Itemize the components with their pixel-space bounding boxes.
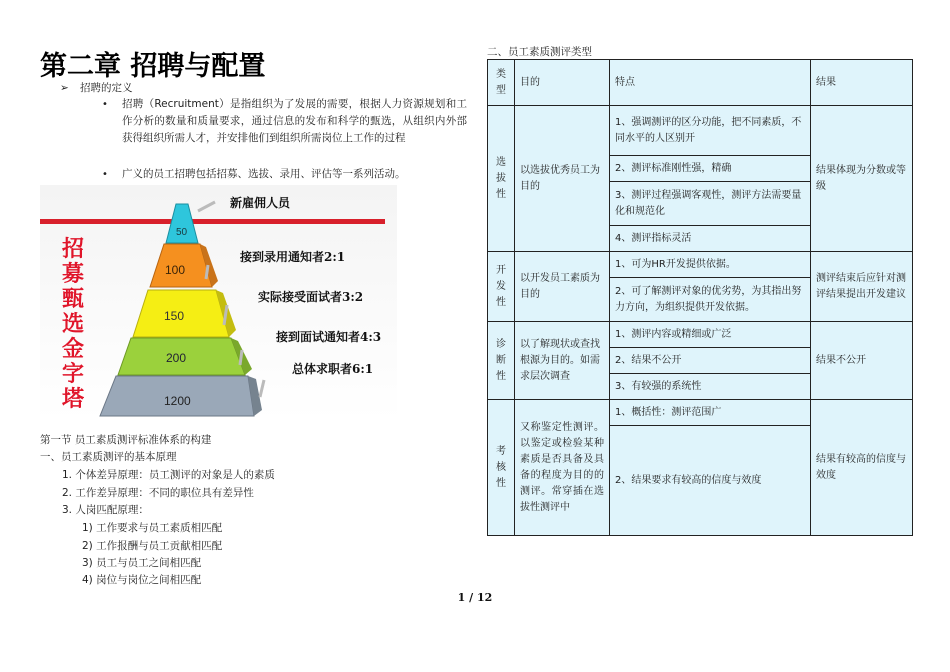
feature-cell: 1、强调测评的区分功能，把不同素质，不同水平的人区别开	[610, 106, 811, 156]
goal-cell: 又称鉴定性测评。以鉴定或检验某种素质是否具备及具备的程度为目的的测评。常穿插在选拔性测评中	[515, 400, 610, 536]
bullet-dot-icon: •	[102, 99, 108, 110]
table-header-row	[488, 60, 913, 106]
principle-item: 3. 人岗匹配原理：	[62, 504, 149, 516]
result-cell: 测评结束后应针对测评结果提出开发建议	[811, 252, 913, 322]
principle-item: 2. 工作差异原理：不同的职位具有差异性	[62, 487, 254, 499]
feature-cell: 1、测评内容或精细或广泛	[610, 322, 811, 348]
pyramid-label-3: 实际接受面试者3:2	[258, 290, 364, 304]
sub-item: 4) 岗位与岗位之间相匹配	[82, 574, 202, 586]
header-result: 结果	[811, 60, 913, 106]
chapter-title: 第二章 招聘与配置	[40, 51, 266, 82]
goal-cell: 以了解现状或查找根源为目的。如需求层次调查	[515, 322, 610, 400]
result-cell: 结果有较高的信度与效度	[811, 400, 913, 536]
type-cell: 考核性	[488, 400, 515, 536]
feature-cell: 2、结果要求有较高的信度与效度	[610, 426, 811, 536]
red-divider	[40, 219, 385, 224]
table-row	[488, 106, 913, 156]
result-cell: 结果不公开	[811, 322, 913, 400]
feature-cell: 3、有较强的系统性	[610, 374, 811, 400]
definition-label: 招聘的定义	[80, 82, 133, 94]
recruitment-pyramid-figure	[40, 185, 397, 421]
feature-cell: 1、概括性：测评范围广	[610, 400, 811, 426]
pointer-arrow-1	[198, 202, 215, 211]
feature-cell: 2、测评标准刚性强，精确	[610, 156, 811, 182]
table-caption: 二、员工素质测评类型	[487, 46, 592, 58]
principle-item: 1. 个体差异原理：员工测评的对象是人的素质	[62, 469, 275, 481]
sub-item: 2) 工作报酬与员工贡献相匹配	[82, 540, 223, 552]
pyramid-value-3: 150	[164, 309, 185, 323]
pointer-arrow-4	[240, 350, 242, 365]
pyramid-value-1: 50	[176, 227, 188, 238]
pointer-arrow-5	[260, 380, 264, 397]
feature-cell: 2、可了解测评对象的优劣势，为其指出努力方向，为组织提供开发依据。	[610, 278, 811, 322]
table-row	[488, 400, 913, 426]
header-features: 特点	[610, 60, 811, 106]
pyramid-value-4: 200	[166, 351, 187, 365]
side-char: 字	[61, 361, 84, 387]
header-goal: 目的	[515, 60, 610, 106]
table-row	[488, 322, 913, 348]
section-heading-1: 第一节 员工素质测评标准体系的构建	[40, 434, 212, 446]
sub-item: 1) 工作要求与员工素质相匹配	[82, 522, 223, 534]
page-indicator: 1 / 12	[457, 591, 493, 604]
pyramid-label-4: 接到面试通知者4:3	[276, 330, 382, 344]
feature-cell: 1、可为HR开发提供依据。	[610, 252, 811, 278]
pyramid-label-5: 总体求职者6:1	[292, 362, 374, 376]
type-cell: 开发性	[488, 252, 515, 322]
result-cell: 结果体现为分数或等级	[811, 106, 913, 252]
type-cell: 选拔性	[488, 106, 515, 252]
side-char: 募	[61, 261, 84, 287]
assessment-types-table	[487, 59, 913, 536]
sub-item: 3) 员工与员工之间相匹配	[82, 557, 202, 569]
bullet-dot-icon: •	[102, 169, 108, 180]
section-heading-2: 一、员工素质测评的基本原理	[40, 451, 177, 463]
side-char: 甄	[61, 286, 84, 312]
pyramid-value-5: 1200	[164, 394, 191, 408]
definition-paragraph: 招聘（Recruitment）是指组织为了发展的需要，根据人力资源规划和工作分析的数量和质量要求，通过信息的发布和科学的甄选，从组织内外部获得组织所需人才，并安排他们到组织所需岗位上工作的过程	[122, 98, 467, 144]
pyramid-label-2: 接到录用通知者2:1	[240, 250, 346, 264]
pyramid-label-1: 新雇佣人员	[230, 196, 291, 210]
side-char: 选	[61, 311, 84, 337]
arrow-bullet-icon: ➢	[60, 82, 69, 94]
side-char: 招	[61, 236, 84, 262]
side-char: 金	[61, 336, 84, 362]
pyramid-value-2: 100	[165, 263, 186, 277]
broad-definition-paragraph: 广义的员工招聘包括招募、选拔、录用、评估等一系列活动。	[122, 168, 406, 180]
pointer-arrow-2	[206, 265, 208, 279]
table-row	[488, 252, 913, 278]
pyramid-side-title	[60, 237, 86, 412]
type-cell: 诊断性	[488, 322, 515, 400]
header-type: 类型	[488, 60, 515, 106]
feature-cell: 4、测评指标灵活	[610, 226, 811, 252]
goal-cell: 以开发员工素质为目的	[515, 252, 610, 322]
goal-cell: 以选拔优秀员工为目的	[515, 106, 610, 252]
side-char: 塔	[61, 386, 84, 412]
feature-cell: 2、结果不公开	[610, 348, 811, 374]
feature-cell: 3、测评过程强调客观性，测评方法需要量化和规范化	[610, 182, 811, 226]
